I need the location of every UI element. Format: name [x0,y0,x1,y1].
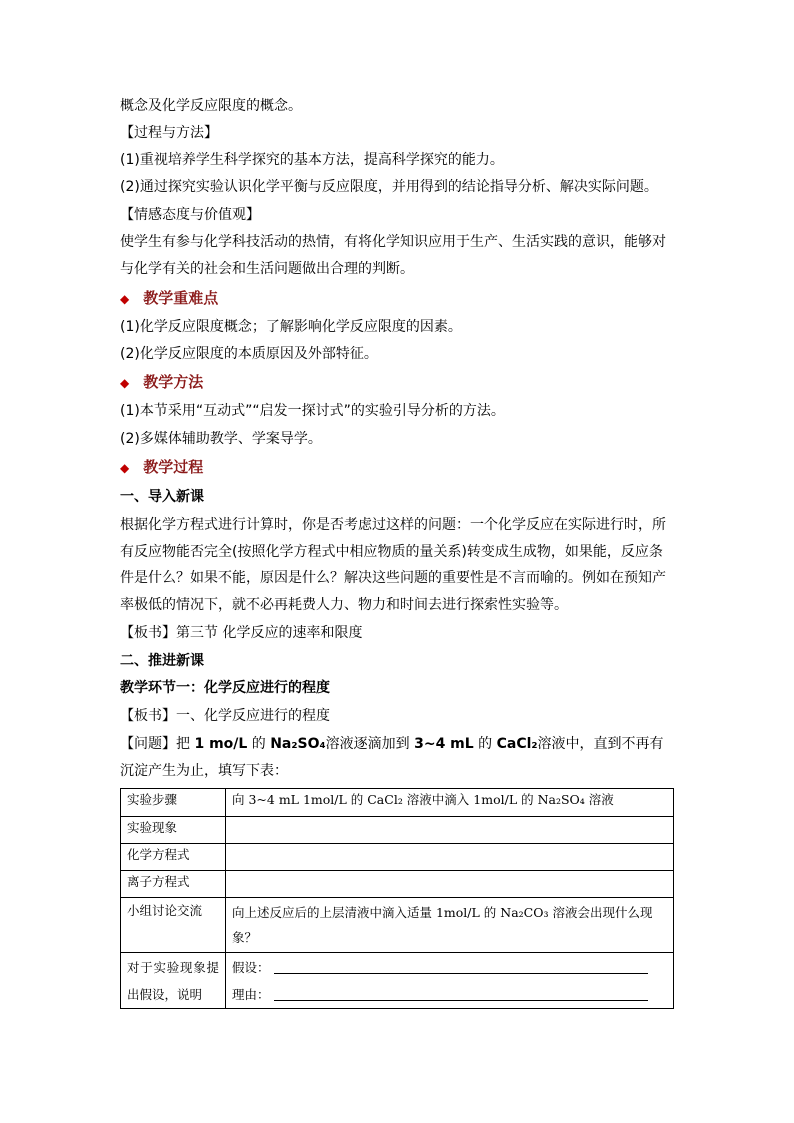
question-text: 的 [247,736,271,752]
diamond-icon: ◆ [120,376,130,390]
question-text: 的 [473,736,497,752]
section-methods [120,369,203,396]
row-value: 向 3~4 mL 1mol/L 的 CaCl₂ 溶液中滴入 1mol/L 的 Na₂SO₄ 溶液 [226,789,674,817]
process-heading: 【过程与方法】 [120,125,218,141]
reason-label: 理由： [232,987,270,1002]
row-label: 实验步骤 [121,789,226,817]
question-text: 溶液中，直到不再有沉淀产生为止，填写下表： [120,736,664,779]
row-label: 小组讨论交流 [121,898,226,953]
row-label: 对于实验现象提出假设，说明 [121,953,226,1009]
reason-line [232,981,667,1008]
emotion-heading: 【情感态度与价值观】 [120,207,260,223]
row-label: 化学方程式 [121,844,226,871]
table-row [121,844,674,871]
row-value: 向上述反应后的上层清液中滴入适量 1mol/L 的 Na₂CO₃ 溶液会出现什么现象？ [226,898,674,953]
method-1: (1)本节采用“互动式”“启发一探讨式”的实验引导分析的方法。 [120,403,505,419]
section-title: 教学过程 [143,458,204,476]
concentration: 1 mo/L [194,736,248,752]
hypothesis-label: 假设： [232,960,270,975]
row-value-empty[interactable] [226,817,674,844]
part2-title: 二、推进新课 [120,653,204,669]
hypothesis-blank[interactable] [274,959,648,974]
table-row [121,817,674,844]
board-line-1: 【板书】第三节 化学反应的速率和限度 [120,625,363,641]
row-label: 实验现象 [121,817,226,844]
table-row [121,953,674,1009]
volume: 3~4 mL [414,736,474,752]
link-title: 教学环节一：化学反应进行的程度 [120,680,330,696]
key-point-1: (1)化学反应限度概念；了解影响化学反应限度的因素。 [120,319,462,335]
intro-line: 概念及化学反应限度的概念。 [120,98,302,114]
process-item-2: (2)通过探究实验认识化学平衡与反应限度，并用得到的结论指导分析、解决实际问题。 [120,179,658,195]
method-2: (2)多媒体辅助教学、学案导学。 [120,431,322,447]
board-line-2: 【板书】一、化学反应进行的程度 [120,708,330,724]
experiment-table [120,788,674,1009]
diamond-icon: ◆ [120,292,130,306]
section-title: 教学方法 [143,373,204,391]
part1-paragraph: 根据化学方程式进行计算时，你是否考虑过这样的问题：一个化学反应在实际进行时，所有反应物能否完全(按照化学方程式中相应物质的量关系)转变成生成物，如果能，反应条件是什么？如果不能，原因是什么？解决这些问题的重要性是不言而喻的。例如在预知产率极低的情况下，就不必再耗费人力、物力和时间去进行探索性实验等。 [120,517,666,613]
question-text: 溶液逐滴加到 [325,736,415,752]
question-text: 【问题】把 [120,736,195,752]
table-row [121,789,674,817]
hypothesis-line [232,954,667,981]
formula-na2so4: Na₂SO₄ [270,736,326,752]
table-row [121,871,674,898]
section-process [120,454,203,481]
diamond-icon: ◆ [120,461,130,475]
row-value-empty[interactable] [226,871,674,898]
section-key-points [120,285,218,312]
reason-blank[interactable] [274,986,648,1001]
question-paragraph [120,731,675,784]
formula-cacl2: CaCl₂ [496,736,538,752]
section-title: 教学重难点 [143,289,219,307]
part1-title: 一、导入新课 [120,489,204,505]
process-item-1: (1)重视培养学生科学探究的基本方法，提高科学探究的能力。 [120,152,504,168]
table-row [121,898,674,953]
emotion-paragraph: 使学生有参与化学科技活动的热情，有将化学知识应用于生产、生活实践的意识，能够对与化学有关的社会和生活问题做出合理的判断。 [120,234,666,277]
key-point-2: (2)化学反应限度的本质原因及外部特征。 [120,346,378,362]
hypothesis-cell [226,953,674,1009]
row-value-empty[interactable] [226,844,674,871]
row-label: 离子方程式 [121,871,226,898]
